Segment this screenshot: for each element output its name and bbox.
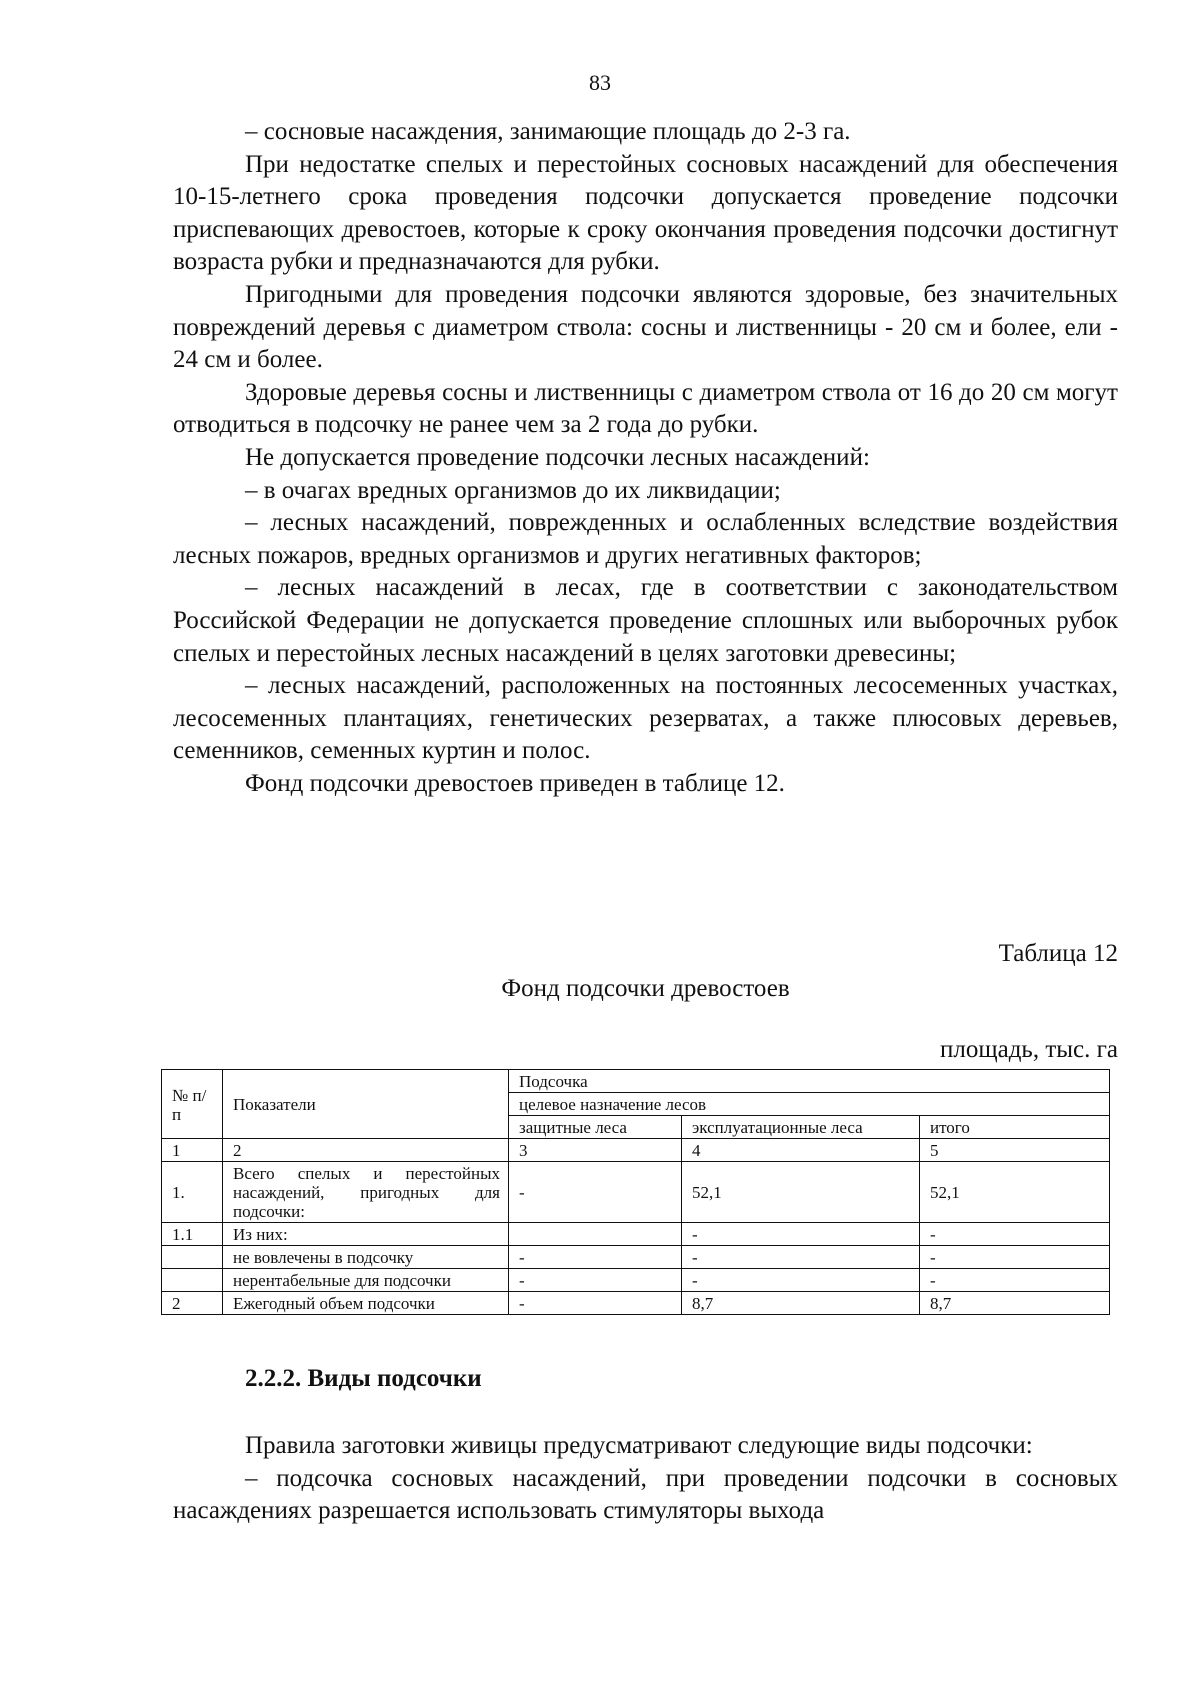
paragraph: Пригодными для проведения подсочки являются здоровые, без значительных повреждений деревья с диаметром ствола: сосны и лиственницы - 20 см и более, ели - 24 см и более.	[173, 280, 1118, 374]
column-number: 1	[162, 1139, 223, 1162]
row-num: 1.	[162, 1162, 223, 1223]
row-operational: 8,7	[682, 1292, 920, 1315]
row-operational: -	[682, 1269, 920, 1292]
column-number: 5	[920, 1139, 1110, 1162]
paragraph: – в очагах вредных организмов до их ликвидации;	[245, 476, 781, 504]
page-number: 83	[589, 70, 611, 95]
paragraph: При недостатке спелых и перестойных сосновых насаждений для обеспечения 10-15-летнего срока проведения подсочки допускается проведение подсочки приспевающих древостоев, которые к сроку окончания проведения подсочки достигнут возраста рубки и предназначаются для рубки.	[173, 150, 1118, 276]
column-number: 4	[682, 1139, 920, 1162]
row-total: 8,7	[920, 1292, 1110, 1315]
header-protective: защитные леса	[509, 1116, 682, 1139]
paragraph: – лесных насаждений, расположенных на постоянных лесосеменных участках, лесосеменных плантациях, генетических резерватах, а также плюсовых деревьев, семенников, семенных куртин и полос.	[173, 672, 1118, 765]
table-unit: площадь, тыс. га	[940, 1036, 1118, 1063]
row-num	[162, 1269, 223, 1292]
row-total: 52,1	[920, 1162, 1110, 1223]
table-row	[162, 1292, 1110, 1315]
fund-table	[161, 1069, 1110, 1315]
row-operational: -	[682, 1223, 920, 1246]
table-row	[162, 1162, 1110, 1223]
paragraph: Не допускается проведение подсочки лесных насаждений:	[245, 443, 870, 471]
paragraph: – лесных насаждений в лесах, где в соответствии с законодательством Российской Федерации не допускается проведение сплошных или выборочных рубок спелых и перестойных лесных насаждений в целях заготовки древесины;	[173, 574, 1118, 667]
header-indicators: Показатели	[223, 1070, 509, 1139]
table-caption: Таблица 12	[998, 940, 1118, 967]
paragraph: Правила заготовки живицы предусматривают следующие виды подсочки:	[245, 1432, 1033, 1459]
row-num: 1.1	[162, 1223, 223, 1246]
section-heading: 2.2.2. Виды подсочки	[245, 1365, 482, 1392]
column-number: 3	[509, 1139, 682, 1162]
header-total: итого	[920, 1116, 1110, 1139]
row-protective: -	[509, 1292, 682, 1315]
row-num	[162, 1246, 223, 1269]
header-subgroup: целевое назначение лесов	[509, 1093, 1110, 1116]
row-operational: 52,1	[682, 1162, 920, 1223]
row-indicator: Ежегодный объем подсочки	[223, 1292, 509, 1315]
row-total: -	[920, 1269, 1110, 1292]
paragraph: – подсочка сосновых насаждений, при проведении подсочки в сосновых насаждениях разрешается использовать стимуляторы выхода	[173, 1464, 1118, 1525]
row-protective: -	[509, 1246, 682, 1269]
paragraph: – лесных насаждений, поврежденных и ослабленных вследствие воздействия лесных пожаров, вредных организмов и других негативных факторов;	[173, 509, 1118, 569]
row-indicator: Всего спелых и перестойных насаждений, пригодных для подсочки:	[223, 1162, 509, 1223]
row-protective	[509, 1223, 682, 1246]
header-group: Подсочка	[509, 1070, 1110, 1093]
row-indicator: Из них:	[223, 1223, 509, 1246]
paragraph: Фонд подсочки древостоев приведен в таблице 12.	[245, 769, 785, 797]
row-total: -	[920, 1246, 1110, 1269]
header-operational: эксплуатационные леса	[682, 1116, 920, 1139]
row-indicator: нерентабельные для подсочки	[223, 1269, 509, 1292]
header-num: № п/п	[162, 1070, 223, 1139]
paragraph: – сосновые насаждения, занимающие площадь до 2-3 га.	[245, 118, 851, 145]
table-header-row	[162, 1070, 1110, 1093]
row-operational: -	[682, 1246, 920, 1269]
table-row	[162, 1269, 1110, 1292]
body-text-bottom	[173, 1430, 1118, 1528]
row-num: 2	[162, 1292, 223, 1315]
column-number: 2	[223, 1139, 509, 1162]
body-text-top	[173, 116, 1118, 800]
row-indicator: не вовлечены в подсочку	[223, 1246, 509, 1269]
paragraph: Здоровые деревья сосны и лиственницы с диаметром ствола от 16 до 20 см могут отводиться в подсочку не ранее чем за 2 года до рубки.	[173, 378, 1118, 439]
table-row	[162, 1223, 1110, 1246]
table-row	[162, 1246, 1110, 1269]
table-title: Фонд подсочки древостоев	[501, 975, 790, 1002]
table-column-numbers-row	[162, 1139, 1110, 1162]
row-protective: -	[509, 1162, 682, 1223]
row-protective: -	[509, 1269, 682, 1292]
row-total: -	[920, 1223, 1110, 1246]
